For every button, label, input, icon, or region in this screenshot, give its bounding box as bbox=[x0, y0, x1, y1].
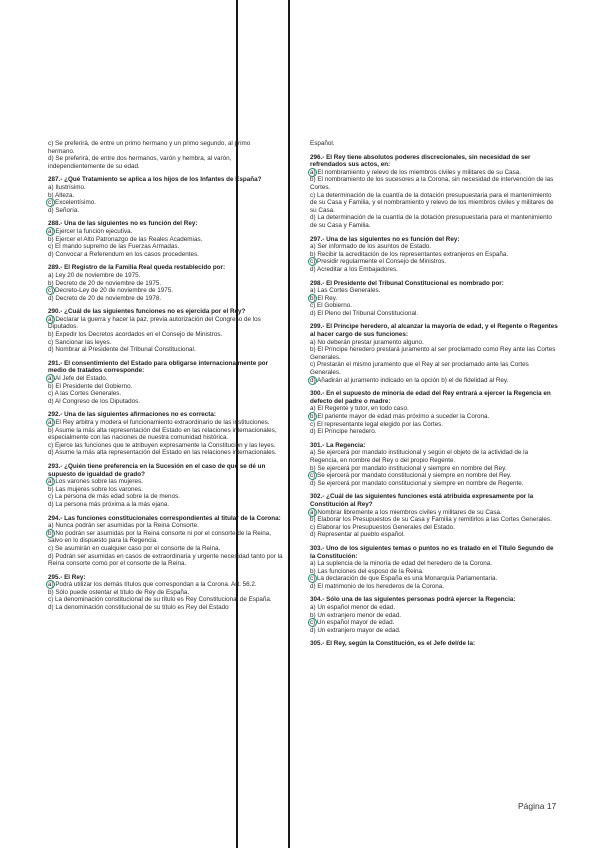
answer-option bbox=[310, 509, 558, 517]
answer-option bbox=[310, 405, 558, 413]
answer-option bbox=[48, 419, 286, 427]
answer-option-text: b) Se ejercerá por mandato institucional y siempre en nombre del Rey. bbox=[310, 464, 507, 472]
answer-option bbox=[310, 258, 558, 266]
vertical-rule-right bbox=[288, 0, 290, 848]
answer-option bbox=[310, 287, 558, 295]
answer-option bbox=[310, 421, 558, 429]
answer-option-text: d) La persona más próxima a la más ejana. bbox=[48, 500, 170, 508]
answer-option-text: c) La denominación constitucional de su título es Rey Constitucional de España. bbox=[48, 596, 272, 604]
question-block bbox=[48, 360, 286, 406]
question-block bbox=[310, 545, 558, 591]
answer-option bbox=[310, 346, 558, 361]
answer-option-text: b) Elaborar los Presupuestos de su Casa y Familia y remitirlos a las Cortes Generales. bbox=[310, 516, 552, 524]
answer-option bbox=[48, 192, 286, 200]
answer-option bbox=[48, 553, 286, 568]
answer-option bbox=[310, 310, 558, 318]
answer-circle-mark bbox=[308, 376, 317, 385]
question-block bbox=[48, 308, 286, 354]
answer-option bbox=[48, 390, 286, 398]
answer-option-text: b) Recibir la acreditación de los representantes extranjeros en España. bbox=[310, 250, 509, 258]
question-title: 301.- La Regencia: bbox=[310, 441, 366, 449]
question-block bbox=[48, 411, 286, 457]
left-column bbox=[48, 140, 286, 618]
question-block bbox=[310, 154, 558, 230]
answer-option bbox=[48, 251, 286, 259]
answer-option bbox=[48, 589, 286, 597]
answer-option bbox=[310, 619, 558, 627]
answer-option-text: c) Elaborar los Presupuestos Generales del Estado. bbox=[310, 523, 455, 531]
question-title: 292.- Una de las siguientes afirmaciones no es correcta: bbox=[48, 411, 216, 419]
answer-option-text: b) Ejercer el Alto Patronazgo de las Reales Academias. bbox=[48, 235, 203, 243]
answer-option bbox=[310, 361, 558, 376]
page-number: Página 17 bbox=[518, 801, 557, 811]
answer-option-text: a) Nunca podrán ser asumidas por la Reina Consorte. bbox=[48, 522, 199, 530]
question-block bbox=[310, 493, 558, 539]
answer-option-text: a) Ilustrísimo. bbox=[48, 183, 86, 191]
answer-option-text: c) La determinación de la cuantía de la dotación presupuestaria para el mantenimiento de su Casa y Familia, y el nombramiento y relevo de los miembros civiles y militares de su Casa. bbox=[310, 191, 554, 214]
answer-option bbox=[48, 316, 286, 331]
continuation-line: hermano. bbox=[48, 147, 75, 155]
continuation-line: Español. bbox=[310, 140, 335, 147]
answer-option-text: d) Se ejercerá por mandato constitucional y siempre en nombre de Regente. bbox=[310, 479, 524, 487]
answer-option bbox=[310, 583, 558, 591]
answer-option-text: d) Acreditar a los Embajadores. bbox=[310, 265, 398, 273]
answer-option-text: b) El Rey. bbox=[310, 294, 338, 302]
answer-option-text: c) Sancionar las leyes. bbox=[48, 338, 112, 346]
answer-option bbox=[48, 287, 286, 295]
answer-option-text: c) Excelentísimo. bbox=[48, 199, 96, 207]
answer-option bbox=[48, 346, 286, 354]
question-block bbox=[310, 236, 558, 274]
answer-option bbox=[310, 568, 558, 576]
answer-option bbox=[48, 581, 286, 589]
question-block bbox=[310, 640, 558, 648]
answer-option bbox=[48, 280, 286, 288]
answer-option-text: a) No deberán prestar juramento alguno. bbox=[310, 338, 424, 346]
answer-option bbox=[48, 375, 286, 383]
question-title: 295.- El Rey: bbox=[48, 573, 86, 581]
answer-option-text: c) Se ejercerá por mandato constitucional y siempre en nombre del Rey. bbox=[310, 472, 512, 480]
answer-option bbox=[310, 176, 558, 191]
question-title: 298.- El Presidente del Tribunal Constitucional es nombrado por: bbox=[310, 279, 504, 287]
answer-option-text: a) Al Jefe del Estado. bbox=[48, 375, 108, 383]
answer-option-text: a) El Regente y tutor, en todo caso. bbox=[310, 405, 409, 413]
answer-option-text: a) Declarar la guerra y hacer la paz, previa autorización del Congreso de los Diputados. bbox=[48, 315, 261, 331]
right-column bbox=[310, 140, 558, 654]
answer-option-text: d) La denominación constitucional de su título es Rey del Estado bbox=[48, 604, 229, 612]
question-block bbox=[310, 280, 558, 318]
answer-option bbox=[310, 339, 558, 347]
answer-option-text: d) Podrán ser asumidas en casos de extraordinaria y urgente necesidad tanto por la Reina consorte como por el consorte de la Reina. bbox=[48, 552, 283, 568]
answer-option-text: c) La persona de más edad sobre la de menos. bbox=[48, 493, 180, 501]
question-title: 303.- Uno de los siguientes temas o puntos no es tratado en el Título Segundo de la Constitución: bbox=[310, 544, 554, 560]
question-block bbox=[48, 220, 286, 258]
question-block bbox=[48, 574, 286, 612]
answer-option-text: d) Asume la más alta representación del Estado en las relaciones internacionales. bbox=[48, 449, 277, 457]
answer-option bbox=[310, 251, 558, 259]
answer-option-text: b) Un extranjero menor de edad. bbox=[310, 611, 402, 619]
question-block bbox=[48, 176, 286, 214]
answer-option-text: b) Alteza. bbox=[48, 191, 75, 199]
question-block bbox=[310, 390, 558, 436]
answer-option-text: b) Las mujeres sobre los varones. bbox=[48, 485, 143, 493]
answer-option-text: a) Se ejercerá por mandato institucional y según el objeto de la actividad de la Regencia, en nombre del Rey o del propio Regente. bbox=[310, 449, 529, 464]
question-title: 300.- En el supuesto de minoría de edad del Rey entrará a ejercer la Regencia en defecto del padre o madre: bbox=[310, 390, 551, 405]
answer-option-text: d) La determinación de la cuantía de la dotación presupuestaria para el mantenimiento de su Casa y Familia. bbox=[310, 214, 552, 229]
answer-option bbox=[310, 413, 558, 421]
answer-option bbox=[48, 398, 286, 406]
answer-option-text: a) Ley 20 de noviembre de 1975. bbox=[48, 271, 141, 279]
answer-option-text: c) Presidir regularmente el Consejo de Ministros. bbox=[310, 258, 447, 266]
answer-option-text: c) El Gobierno. bbox=[310, 302, 352, 310]
answer-option bbox=[48, 184, 286, 192]
answer-circle-mark bbox=[46, 529, 55, 538]
question-block bbox=[48, 515, 286, 568]
answer-option bbox=[48, 522, 286, 530]
answer-option-text: d) Convocar a Referendum en los casos procedentes. bbox=[48, 250, 199, 258]
question-block bbox=[310, 596, 558, 634]
answer-option bbox=[310, 575, 558, 583]
answer-option-text: a) Podrá utilizar los demás títulos que correspondan a la Corona. Art. 56.2. bbox=[48, 581, 257, 589]
answer-option bbox=[48, 236, 286, 244]
answer-option-text: c) Se asumirán en cualquier caso por el consorte de la Reina. bbox=[48, 544, 221, 552]
question-title: 287.- ¿Qué Tratamiento se aplica a los hijos de los Infantes de España? bbox=[48, 176, 262, 184]
answer-option-text: c) El mando supremo de las Fuerzas Armadas. bbox=[48, 243, 180, 251]
answer-option bbox=[48, 228, 286, 236]
answer-option bbox=[310, 449, 558, 464]
question-title: 293.- ¿Quién tiene preferencia en la Sucesión en el caso de que se dé un supuesto de igualdad de grado? bbox=[48, 462, 266, 478]
question-continuation bbox=[310, 140, 558, 148]
answer-option-text: d) Representar al pueblo español. bbox=[310, 531, 405, 539]
answer-option-text: c) Ejerce las funciones que le atribuyen expresamente la Constitución y las leyes. bbox=[48, 441, 276, 449]
answer-option bbox=[310, 612, 558, 620]
answer-option bbox=[48, 339, 286, 347]
answer-option-text: a) Los varones sobre las mujeres. bbox=[48, 478, 143, 486]
continuation-line: independientemente de su edad. bbox=[48, 162, 140, 170]
answer-option-text: d) Decreto de 20 de noviembre de 1978. bbox=[48, 294, 162, 302]
answer-option-text: d) Señoría. bbox=[48, 206, 80, 214]
answer-option bbox=[310, 531, 558, 539]
answer-option bbox=[310, 465, 558, 473]
answer-option bbox=[48, 383, 286, 391]
question-title: 294.- Las funciones constitucionales correspondientes al titular de la Corona: bbox=[48, 514, 281, 522]
answer-option bbox=[48, 604, 286, 612]
answer-option-text: a) El Rey arbitra y modera el funcionamiento extraordinario de las instituciones. bbox=[48, 419, 270, 426]
question-continuation bbox=[48, 140, 286, 170]
question-title: 305.- El Rey, según la Constitución, es el Jefe del/de la: bbox=[310, 640, 476, 648]
answer-option-text: d) Al Congreso de los Diputados. bbox=[48, 397, 141, 405]
answer-option bbox=[310, 560, 558, 568]
answer-option bbox=[48, 478, 286, 486]
answer-option-text: a) Las Cortes Generales. bbox=[310, 287, 381, 295]
answer-option bbox=[48, 486, 286, 494]
answer-option bbox=[310, 604, 558, 612]
answer-option bbox=[310, 295, 558, 303]
answer-option bbox=[48, 493, 286, 501]
answer-option bbox=[310, 516, 558, 524]
question-title: 304.- Sólo una de las siguientes personas podrá ejercer la Regencia: bbox=[310, 596, 516, 604]
question-title: 302.- ¿Cuál de las siguientes funciones está atribuida expresamente por la Constitución al Rey? bbox=[310, 493, 534, 508]
continuation-line: d) Se preferirá, de entre dos hermanos, varón y hembra, al varón, bbox=[48, 155, 232, 163]
answer-option-text: b) Sólo puede ostentar el título de Rey de España. bbox=[48, 588, 190, 596]
question-title: 297.- Una de las siguientes no es función del Rey: bbox=[310, 235, 460, 243]
answer-option-text: d) Un extranjero mayor de edad. bbox=[310, 626, 401, 634]
answer-option-text: b) El pariente mayor de edad más próximo a suceder la Corona. bbox=[310, 413, 490, 420]
answer-option bbox=[310, 377, 558, 385]
answer-option-text: c) A las Cortes Generales. bbox=[48, 390, 122, 398]
answer-option bbox=[48, 596, 286, 604]
answer-option-text: b) El nombramiento de los sucesores a la Corona, sin necesidad de intervención de las Cortes. bbox=[310, 176, 554, 191]
answer-option bbox=[310, 428, 558, 436]
answer-option bbox=[310, 480, 558, 488]
answer-option bbox=[310, 524, 558, 532]
answer-option-text: d) El Príncipe heredero. bbox=[310, 428, 377, 436]
answer-option bbox=[310, 266, 558, 274]
answer-option-text: b) No podrán ser asumidas por la Reina consorte ni por el consorte de la Reina, salvo en lo dispuesto para la Regencia. bbox=[48, 529, 271, 545]
answer-option-text: c) El representante legal elegido por las Cortes. bbox=[310, 420, 444, 428]
answer-option-text: d) Añadirán al juramento indicado en la opción b) el de fidelidad al Rey. bbox=[310, 376, 509, 384]
answer-option-text: a) Ejercer la función ejecutiva. bbox=[48, 227, 133, 235]
answer-option bbox=[48, 501, 286, 509]
answer-option-text: b) Las funciones del esposo de la Reina. bbox=[310, 567, 424, 575]
answer-option-text: d) El matrimonio de los herederos de la Corona. bbox=[310, 582, 445, 590]
answer-option-text: a) Un español menor de edad. bbox=[310, 604, 396, 612]
answer-option bbox=[48, 427, 286, 442]
answer-option bbox=[310, 302, 558, 310]
question-block bbox=[48, 264, 286, 302]
question-block bbox=[48, 463, 286, 509]
question-block bbox=[310, 442, 558, 488]
answer-option-text: c) Un español mayor de edad. bbox=[310, 619, 395, 627]
answer-option bbox=[48, 449, 286, 457]
answer-option-text: b) El Príncipe heredero prestará juramento al ser proclamado como Rey ante las Cortes Generales. bbox=[310, 346, 556, 361]
answer-option-text: a) La suplencia de la minoría de edad del heredero de la Corona. bbox=[310, 560, 493, 568]
answer-option-text: a) Ser informado de los asuntos de Estado. bbox=[310, 243, 432, 251]
continuation-line: c) Se preferirá, de entre un primo hermano y un primo segundo, al primo bbox=[48, 140, 251, 147]
question-title: 290.- ¿Cuál de las siguientes funciones no es ejercida por el Rey? bbox=[48, 308, 246, 316]
answer-option bbox=[48, 295, 286, 303]
answer-option-text: a) Nombrar libremente a los miembros civiles y militares de su Casa. bbox=[310, 508, 502, 516]
answer-option-text: d) El Pleno del Tribunal Constitucional. bbox=[310, 309, 419, 317]
answer-option bbox=[48, 530, 286, 545]
answer-option-text: c) La declaración de que España es una Monarquía Parlamentaria. bbox=[310, 575, 498, 583]
question-title: 289.- El Registro de la Familia Real queda restablecido por: bbox=[48, 264, 226, 272]
answer-option bbox=[310, 169, 558, 177]
question-block bbox=[310, 323, 558, 384]
question-title: 296.- El Rey tiene absolutos poderes discrecionales, sin necesidad de ser refrendados sus actos, en: bbox=[310, 153, 531, 169]
answer-option bbox=[48, 545, 286, 553]
answer-option-text: a) El nombramiento y relevo de los miembros civiles y militares de su Casa. bbox=[310, 168, 522, 176]
answer-option bbox=[310, 192, 558, 215]
answer-option bbox=[48, 272, 286, 280]
answer-option bbox=[48, 331, 286, 339]
question-title: 288.- Una de las siguientes no es función del Rey: bbox=[48, 220, 198, 228]
answer-option-text: c) Prestarán el mismo juramento que el Rey al ser proclamado ante las Cortes Generales. bbox=[310, 361, 529, 377]
answer-option-text: c) Decreto-Ley de 20 de noviembre de 1975. bbox=[48, 287, 173, 295]
answer-option bbox=[310, 627, 558, 635]
answer-option bbox=[48, 243, 286, 251]
answer-option bbox=[48, 207, 286, 215]
answer-option bbox=[310, 243, 558, 251]
answer-option-text: b) El Presidente del Gobierno. bbox=[48, 382, 133, 390]
answer-option bbox=[310, 472, 558, 480]
question-title: 291.- El consentimiento del Estado para obligarse internacionalmente por medio de tratados corresponde: bbox=[48, 359, 269, 375]
answer-option-text: b) Asume la más alta representación del Estado en las relaciones internacionales, especialmente con las naciones de nuestra comunidad histórica. bbox=[48, 426, 277, 442]
answer-option bbox=[48, 199, 286, 207]
answer-option bbox=[48, 442, 286, 450]
answer-option-text: b) Expedir los Decretos acordados en el Consejo de Ministros. bbox=[48, 331, 223, 339]
question-title: 299.- El Príncipe heredero, al alcanzar la mayoría de edad, y el Regente o Regentes al hacer cargo de sus funciones: bbox=[310, 323, 558, 339]
answer-circle-mark bbox=[46, 315, 55, 324]
answer-option bbox=[310, 214, 558, 229]
answer-option-text: b) Decreto de 20 de noviembre de 1975. bbox=[48, 279, 162, 287]
answer-option-text: d) Nombrar al Presidente del Tribunal Constitucional. bbox=[48, 346, 196, 354]
